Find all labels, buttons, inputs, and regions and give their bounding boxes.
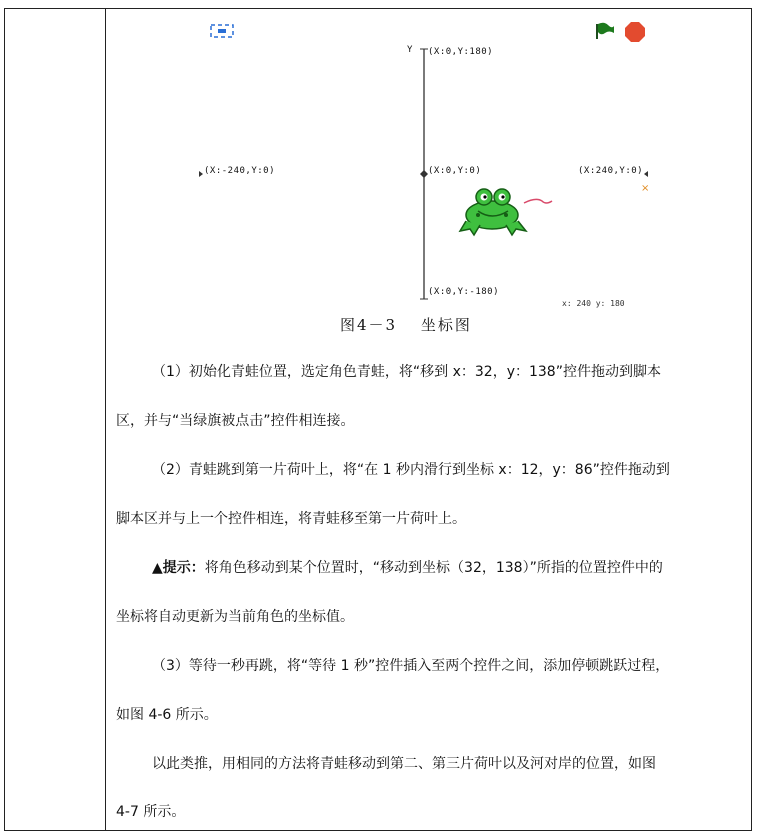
paragraph-3: （3）等待一秒再跳，将“等待 1 秒”控件插入至两个控件之间，添加停顿跳跃过程，	[152, 658, 670, 674]
y-axis-label: Y	[407, 45, 413, 55]
paragraph-1: （1）初始化青蛙位置，选定角色青蛙，将“移到 x：32，y：138”控件拖动到脚本	[152, 364, 661, 380]
coord-bottom: (X:0,Y:-180)	[428, 287, 500, 297]
figure-caption: 图4－3 坐标图	[340, 316, 472, 334]
paragraph-2-cont: 脚本区并与上一个控件相连，将青蛙移至第一片荷叶上。	[116, 511, 466, 527]
coord-right: (X:240,Y:0)	[578, 166, 644, 176]
tip-text: 将角色移动到某个位置时，“移动到坐标（32，138）”所指的位置控件中的	[204, 560, 663, 576]
tip-label: ▲提示：	[152, 560, 205, 576]
paragraph-3-cont: 如图 4-6 所示。	[116, 707, 218, 723]
paragraph-2: （2）青蛙跳到第一片荷叶上，将“在 1 秒内滑行到坐标 x：12，y：86”控件拖动到	[152, 462, 670, 478]
frog-sprite[interactable]	[458, 181, 558, 241]
tip-paragraph	[116, 558, 744, 578]
paragraph-1-cont: 区，并与“当绿旗被点击”控件相连接。	[116, 413, 355, 429]
svg-text:×: ×	[641, 183, 650, 194]
paragraph-4: 以此类推，用相同的方法将青蛙移动到第二、第三片荷叶以及河对岸的位置，如图	[152, 756, 656, 772]
coordinate-stage	[106, 9, 751, 309]
coord-top: (X:0,Y:180)	[428, 47, 494, 57]
left-column-cell	[5, 9, 106, 830]
mouse-position-readout: x: 240 y: 180	[562, 299, 625, 308]
coord-center: (X:0,Y:0)	[428, 166, 482, 176]
paragraph-4-cont: 4-7 所示。	[116, 804, 186, 820]
tip-paragraph-cont: 坐标将自动更新为当前角色的坐标值。	[116, 609, 354, 625]
coord-left: (X:-240,Y:0)	[204, 166, 276, 176]
